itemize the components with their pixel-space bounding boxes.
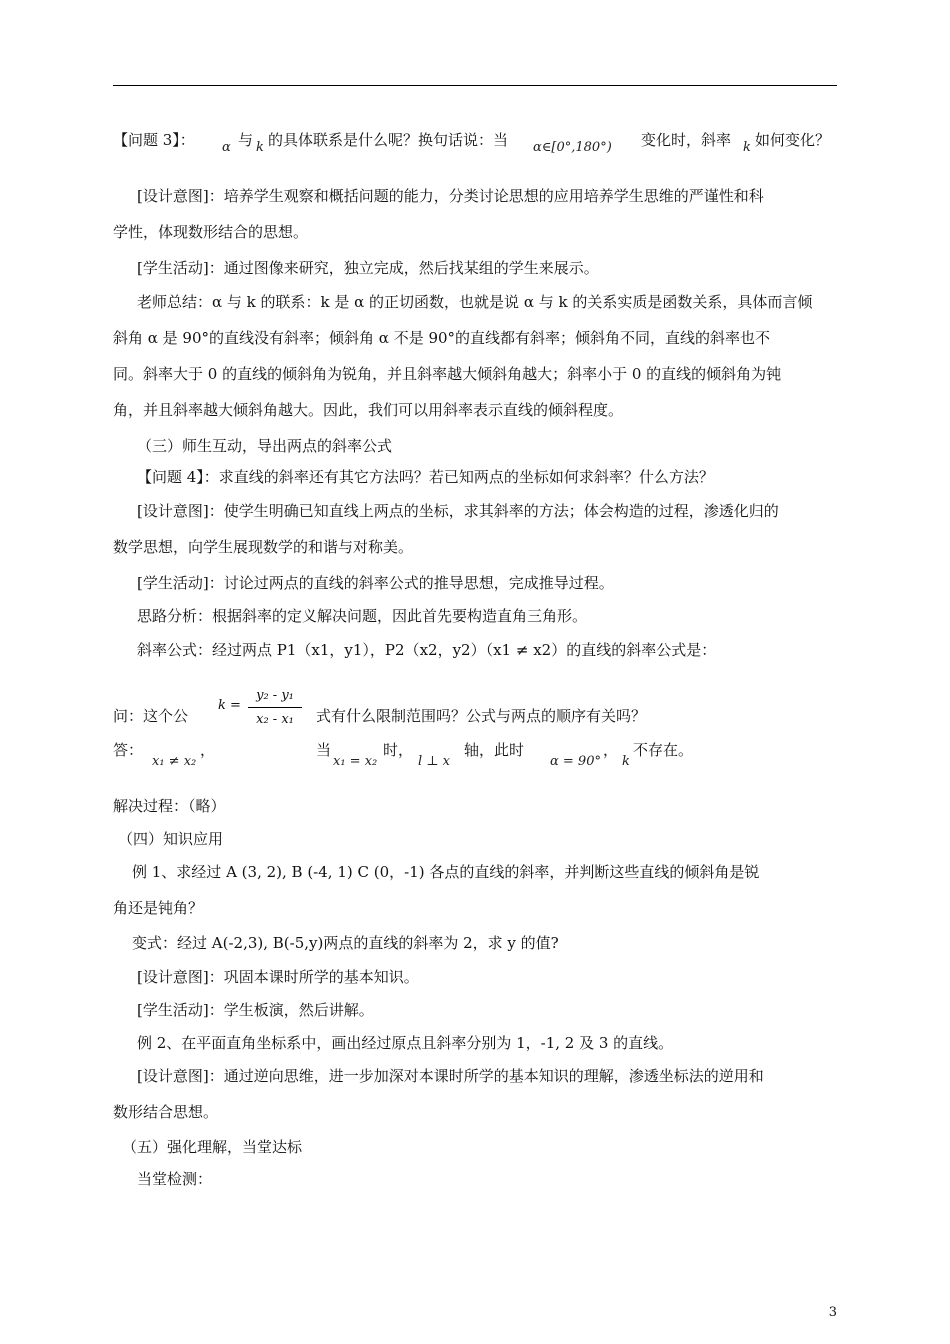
q3-text-main: 的具体联系是什么呢？换句话说：当 [268,131,509,149]
solve-process: 解决过程：（略） [113,797,226,815]
slope-formula-text: 斜率公式：经过两点 P1（x1，y1），P2（x2，y2）（x1 ≠ x2）的直线的斜率公式是： [137,641,717,659]
answer-time: 时， [383,741,414,759]
section-4-heading: （四）知识应用 [118,830,224,848]
answer-comma-2: ， [603,741,619,759]
teacher-summary-line4: 角，并且斜率越大倾斜角越大。因此，我们可以用斜率表示直线的倾斜程度。 [113,401,624,419]
alpha-symbol: α [222,140,231,155]
design-intent-1-line2: 学性，体现数形结合的思想。 [113,223,309,241]
fraction-numerator: y₂ - y₁ [256,688,294,703]
k-symbol-2: k [743,140,751,155]
q3-text-change: 变化时，斜率 [641,131,732,149]
design-intent-2-line2: 数学思想，向学生展现数学的和谐与对称美。 [113,538,414,556]
section-3-heading: （三）师生互动，导出两点的斜率公式 [137,437,393,455]
design-intent-3: [设计意图]：巩固本课时所学的基本知识。 [137,968,419,986]
ask-text-end: 式有什么限制范围吗？公式与两点的顺序有关吗？ [316,707,647,725]
design-intent-4-line2: 数形结合思想。 [113,1103,219,1121]
design-intent-4-line1: [设计意图]：通过逆向思维，进一步加深对本课时所学的基本知识的理解，渗透坐标法的逆用和 [137,1067,764,1085]
analysis-text: 思路分析：根据斜率的定义解决问题，因此首先要构造直角三角形。 [137,607,588,625]
example-2: 例 2、在平面直角坐标系中，画出经过原点且斜率分别为 1，-1, 2 及 3 的直线。 [137,1034,674,1052]
student-activity-3: [学生活动]：学生板演，然后讲解。 [137,1001,374,1019]
answer-comma: ， [200,741,216,759]
condition-x1-neq-x2: x₁ ≠ x₂ [152,754,197,769]
l-perp-x: l ⊥ x [418,754,450,769]
answer-label: 答： [113,741,144,759]
condition-x1-eq-x2: x₁ = x₂ [333,754,378,769]
example-1-line2: 角还是钝角？ [113,899,204,917]
fraction-bar [248,707,302,708]
alpha-range: α∈[0°,180°) [533,140,612,155]
answer-axis: 轴，此时 [464,741,525,759]
student-activity-2: [学生活动]：讨论过两点的直线的斜率公式的推导思想，完成推导过程。 [137,574,614,592]
q3-text-with: 与 [238,131,254,149]
answer-none: 不存在。 [633,741,694,759]
header-rule [113,85,837,86]
answer-when: 当 [316,741,332,759]
design-intent-2-line1: [设计意图]：使学生明确已知直线上两点的坐标，求其斜率的方法；体会构造的过程，渗透化归的 [137,502,779,520]
question-4: 【问题 4】：求直线的斜率还有其它方法吗？若已知两点的坐标如何求斜率？什么方法？ [137,468,714,486]
class-check-label: 当堂检测： [137,1170,213,1188]
teacher-summary-line1: 老师总结：α 与 k 的联系：k 是 α 的正切函数，也就是说 α 与 k 的关系实质是函数关系，具体而言倾 [137,293,813,311]
k-symbol-3: k [622,754,630,769]
section-5-heading: （五）强化理解，当堂达标 [122,1138,303,1156]
alpha-eq-90: α = 90° [550,754,601,769]
teacher-summary-line2: 斜角 α 是 90°的直线没有斜率；倾斜角 α 不是 90°的直线都有斜率；倾斜角不同，直线的斜率也不 [113,329,771,347]
question-3-label: 【问题 3】： [113,131,195,149]
q3-text-end: 如何变化？ [755,131,831,149]
teacher-summary-line3: 同。斜率大于 0 的直线的倾斜角为锐角，并且斜率越大倾斜角越大；斜率小于 0 的直线的倾斜角为钝 [113,365,782,383]
k-symbol: k [256,140,264,155]
ask-text-start: 问：这个公 [113,707,189,725]
fraction-denominator: x₂ - x₁ [256,712,294,727]
example-1-line1: 例 1、求经过 A (3, 2), B (-4, 1) C (0，-1) 各点的直线的斜率，并判断这些直线的倾斜角是锐 [132,863,760,881]
page-number: 3 [828,1305,837,1320]
student-activity-1: [学生活动]：通过图像来研究，独立完成，然后找某组的学生来展示。 [137,259,599,277]
design-intent-1-line1: [设计意图]：培养学生观察和概括问题的能力，分类讨论思想的应用培养学生思维的严谨性和科 [137,187,764,205]
variant-problem: 变式：经过 A(-2,3), B(-5,y)两点的直线的斜率为 2，求 y 的值? [132,934,559,952]
k-equals: k = [218,698,241,713]
